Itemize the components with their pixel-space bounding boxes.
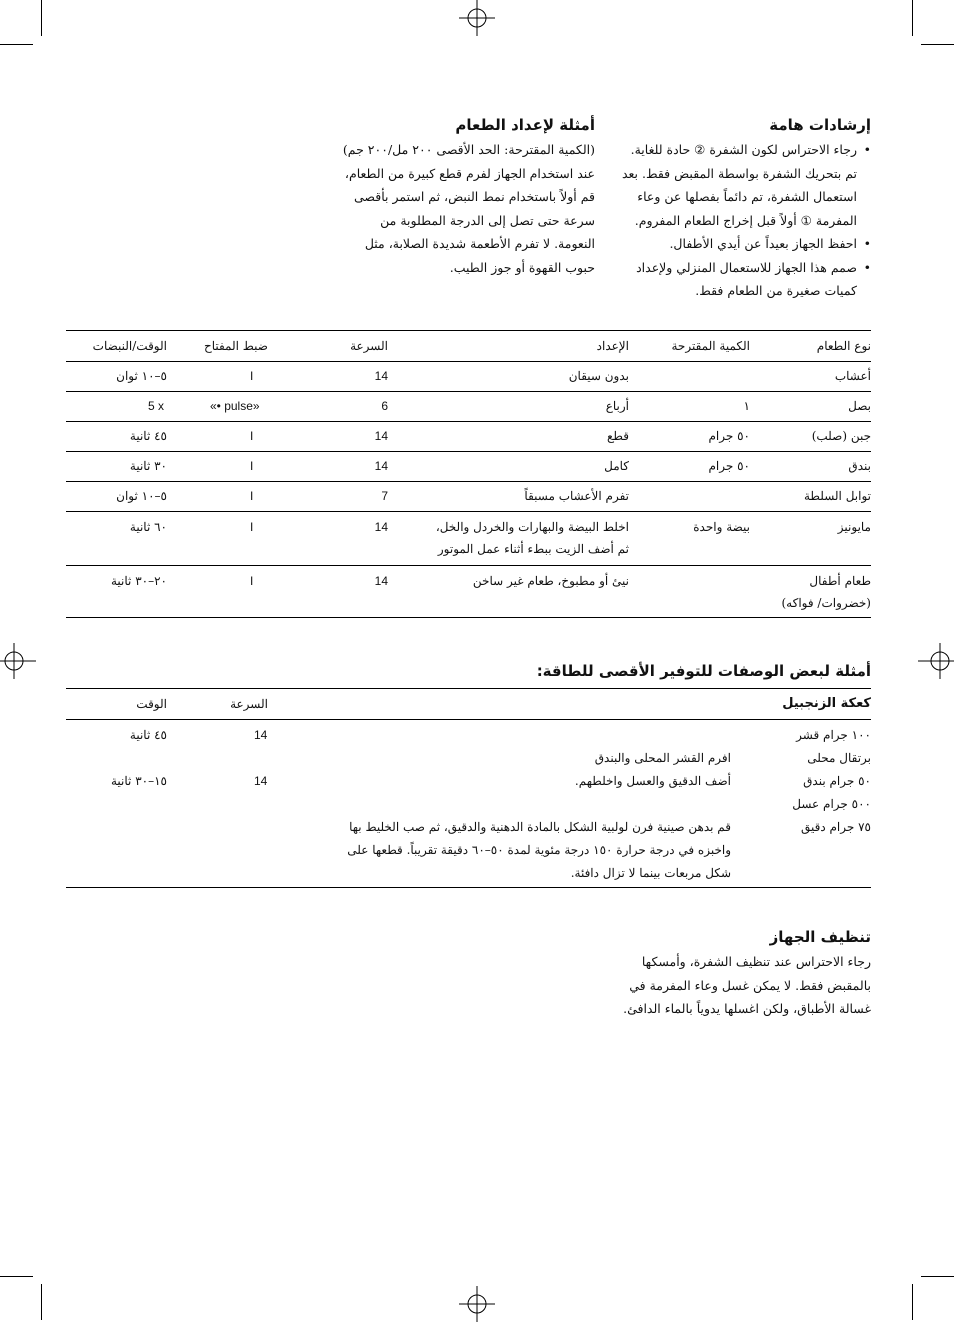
cell-prep: أرباع	[605, 399, 629, 413]
crop-mark	[921, 1276, 954, 1277]
recipe-body	[66, 720, 871, 887]
ingredients	[771, 724, 871, 839]
cell-qty: بيضة واحدة	[693, 520, 750, 534]
registration-mark-icon	[459, 1286, 495, 1322]
cell-speed: 7	[381, 489, 388, 503]
cell-switch: I	[250, 369, 254, 383]
step: افرم القشر المحلى والبندق	[594, 751, 731, 765]
crop-mark	[912, 1284, 913, 1320]
step-speed: 14	[254, 774, 268, 788]
table-row	[66, 512, 871, 566]
crop-mark	[0, 44, 33, 45]
table-row	[66, 482, 871, 512]
header-prep: الإعداد	[596, 339, 629, 353]
cleaning-section	[610, 928, 871, 1021]
table-row	[66, 422, 871, 452]
header-qty: الكمية المقترحة	[671, 339, 750, 353]
registration-mark-icon	[459, 0, 495, 36]
cell-switch: I	[250, 574, 254, 588]
cake-title: كعكة الزنجبيل	[782, 696, 871, 711]
cell-speed: 14	[374, 574, 388, 588]
step: قم بدهن صينية فرن لولبية الشكل بالمادة الدهنية والدقيق، ثم صب الخليط بها واخبزه في درجة حرارة ١٥٠ درجة مئوية لمدة ٥٠–٦٠ دقيقة تقريباً. قطعها على شكل مربعات بينما لا تزال دافئة.	[347, 820, 731, 880]
cell-time: ٥–١٠ ثوان	[116, 369, 167, 383]
cell-switch: I	[250, 520, 254, 534]
ingredient: ٧٥ جرام دقيق	[800, 820, 871, 834]
important-section	[620, 116, 871, 303]
cell-speed: 6	[381, 399, 388, 413]
cell-food: جبن (صلب)	[811, 429, 871, 443]
cell-speed: 14	[374, 520, 388, 534]
cell-speed: 14	[374, 429, 388, 443]
registration-mark-icon	[918, 643, 954, 679]
cell-time: ٦٠ ثانية	[129, 520, 167, 534]
examples-title: أمثلة لإعداد الطعام	[455, 116, 595, 134]
cell-prep: كامل	[604, 459, 629, 473]
cell-time: 5 x	[148, 399, 165, 413]
header-food: نوع الطعام	[816, 339, 871, 353]
cell-time: ٥–١٠ ثوان	[116, 489, 167, 503]
examples-text: (الكمية المقترحة: الحد الأقصى ٢٠٠ مل/٢٠٠ جم) عند استخدام الجهاز لفرم قطع كبيرة من الطعام، قم أولاً باستخدام نمط النبض، ثم استمر بأقصى سرعة حتى تصل إلى الدرجة المطلوبة من النعومة. لا تفرم الأطعمة شديدة الصلابة، مثل حبوب القهوة أو جوز الطيب.	[342, 142, 595, 275]
cell-food: مايونيز	[837, 520, 871, 534]
cell-food: أعشاب	[834, 369, 871, 383]
header-time: الوقت/النبضات	[92, 339, 167, 353]
ingredient: ٥٠ جرام بندق	[803, 774, 871, 788]
step-time: ١٥–٣٠ ثانية	[111, 774, 167, 788]
cell-prep: قطع	[607, 429, 629, 443]
list-item: • صمم هذا الجهاز للاستعمال المنزلي ولإعداد كميات صغيرة من الطعام فقط.	[620, 256, 857, 303]
cleaning-text: رجاء الاحتراس عند تنظيف الشفرة، وأمسكها بالمقبض فقط. لا يمكن غسل وعاء المفرمة في غسالة الأطباق، ولكن اغسلها يدوياً بالماء الدافئ.	[623, 954, 871, 1016]
table-row	[66, 452, 871, 482]
cell-prep: نيئ أو مطبوخ، طعام غير ساخن	[472, 574, 629, 588]
cell-prep: اخلط البيضة والبهارات والخردل والخل، ثم أضف الزيت ببطء أثناء عمل الموتور	[435, 520, 629, 556]
cell-food: توابل السلطة	[803, 489, 871, 503]
cell-qty: ٥٠ جرام	[708, 459, 750, 473]
registration-mark-icon	[0, 643, 36, 679]
step-speed: 14	[254, 728, 268, 742]
ingredient: ٥٠٠ جرام عسل	[792, 797, 871, 811]
important-list	[620, 138, 871, 303]
header-speed: السرعة	[350, 339, 388, 353]
cell-food: طعام أطفال (خضروات/ فواكه)	[781, 574, 871, 610]
crop-mark	[921, 44, 954, 45]
table-row	[66, 392, 871, 422]
cell-time: ٣٠ ثانية	[129, 459, 167, 473]
header-switch: ضبط المفتاح	[203, 339, 268, 353]
crop-mark	[41, 0, 42, 36]
step-time: ٤٥ ثانية	[129, 728, 167, 742]
cell-time: ٢٠–٣٠ ثانية	[111, 574, 167, 588]
crop-mark	[41, 1284, 42, 1320]
recipe-table	[66, 688, 871, 888]
cleaning-title: تنظيف الجهاز	[769, 928, 871, 946]
table-row	[66, 566, 871, 617]
table-row	[66, 362, 871, 392]
cell-switch: I	[250, 459, 254, 473]
cell-prep: بدون سيقان	[568, 369, 629, 383]
cell-food: بندق	[848, 459, 871, 473]
list-item: • رجاء الاحتراس لكون الشفرة ② حادة للغاية. تم بتحريك الشفرة بواسطة المقبض فقط. بعد استعمال الشفرة، تم دائماً بفصلها عن وعاء المفرمة ① أولاً قبل إخراج الطعام المفروم.	[620, 138, 857, 232]
header-speed: السرعة	[230, 697, 268, 711]
cell-switch: I	[250, 429, 254, 443]
table-header-row	[66, 331, 871, 362]
examples-section	[340, 116, 595, 279]
cell-switch: «• pulse»	[210, 399, 260, 413]
cell-food: بصل	[848, 399, 871, 413]
crop-mark	[912, 0, 913, 36]
food-table	[66, 330, 871, 618]
header-time: الوقت	[136, 697, 167, 711]
cell-qty: ٥٠ جرام	[708, 429, 750, 443]
cell-time: ٤٥ ثانية	[129, 429, 167, 443]
cell-speed: 14	[374, 459, 388, 473]
recipes-title: أمثلة لبعض الوصفات للتوفير الأقصى للطاقة:	[536, 662, 871, 680]
cell-speed: 14	[374, 369, 388, 383]
cell-qty: ١	[743, 399, 750, 413]
ingredient: ١٠٠ جرام قشر برتقال محلى	[796, 728, 871, 765]
crop-mark	[0, 1276, 33, 1277]
step: أضف الدقيق والعسل واخلطهم.	[574, 774, 731, 788]
recipe-header-row	[66, 689, 871, 720]
cell-switch: I	[250, 489, 254, 503]
cell-prep: تفرم الأعشاب مسبقاً	[524, 489, 629, 503]
list-item: • احفظ الجهاز بعيداً عن أيدي الأطفال.	[620, 232, 857, 256]
important-title: إرشادات هامة	[769, 116, 871, 134]
